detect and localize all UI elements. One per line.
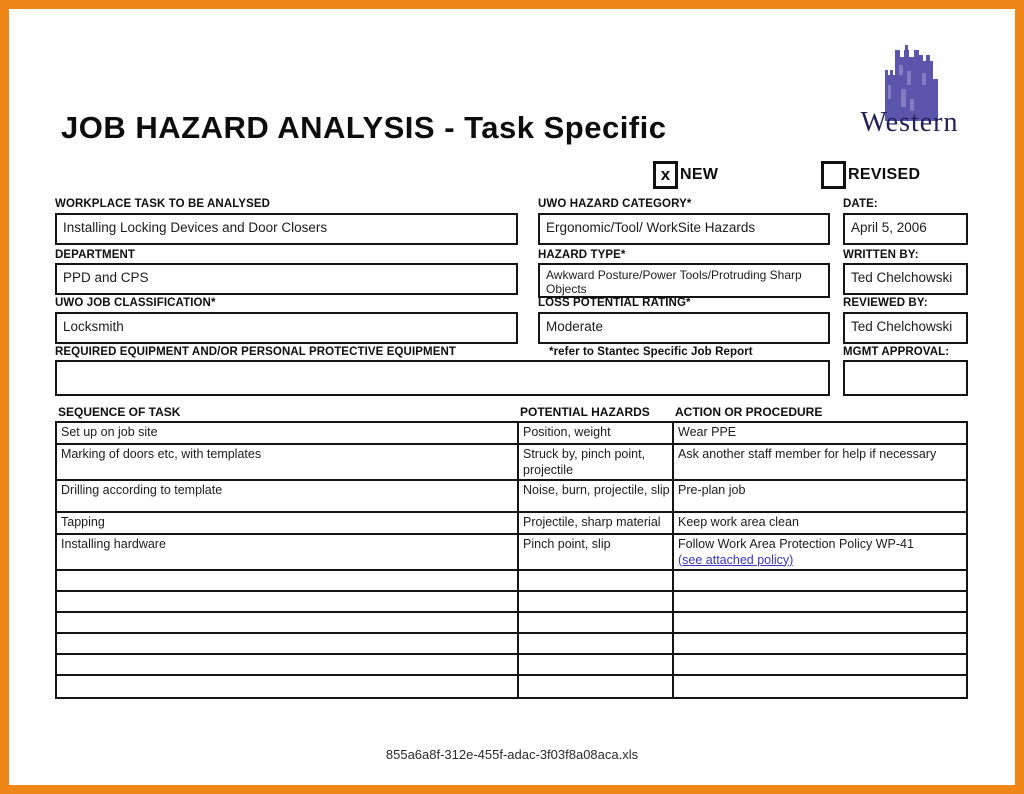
date-value: April 5, 2006: [843, 213, 968, 245]
hazards-cell: Struck by, pinch point, projectile: [519, 445, 674, 479]
hazard-type-value: Awkward Posture/Power Tools/Protruding Sharp Objects: [538, 263, 830, 298]
action-text: Pre-plan job: [678, 483, 746, 497]
task-cell: Marking of doors etc, with templates: [57, 445, 519, 479]
action-cell: [674, 655, 966, 674]
checkbox-group-new: [653, 161, 718, 189]
action-cell: [674, 676, 966, 697]
header-sequence-of-task: SEQUENCE OF TASK: [58, 405, 181, 419]
task-cell: [57, 634, 519, 653]
department-label: DEPARTMENT: [55, 249, 518, 266]
table-row: [57, 571, 966, 592]
hazard-type-label: HAZARD TYPE*: [538, 249, 830, 266]
action-cell: [674, 535, 966, 569]
checkbox-group-revised: [821, 161, 920, 189]
western-logo: [837, 45, 982, 139]
attached-policy-link[interactable]: (see attached policy): [678, 552, 794, 567]
hazards-cell: [519, 613, 674, 632]
uwo-job-classification-label: UWO JOB CLASSIFICATION*: [55, 297, 518, 314]
action-cell: [674, 513, 966, 533]
action-cell: [674, 613, 966, 632]
uwo-job-classification-value: Locksmith: [55, 312, 518, 344]
task-table: [55, 405, 968, 699]
header-potential-hazards: POTENTIAL HAZARDS: [520, 405, 650, 419]
hazards-cell: [519, 634, 674, 653]
task-cell: [57, 613, 519, 632]
written-by-value: Ted Chelchowski: [843, 263, 968, 295]
action-cell: [674, 634, 966, 653]
reviewed-by-label: REVIEWED BY:: [843, 297, 968, 314]
action-text: Keep work area clean: [678, 515, 799, 529]
task-cell: [57, 592, 519, 611]
date-label: DATE:: [843, 198, 968, 215]
mgmt-approval-label: MGMT APPROVAL:: [843, 346, 968, 363]
action-cell: [674, 445, 966, 479]
table-row: [57, 423, 966, 445]
logo-brand-text: Western: [860, 107, 959, 138]
footer-filename: 855a6a8f-312e-455f-adac-3f03f8a08aca.xls: [385, 747, 639, 762]
reviewed-by-value: Ted Chelchowski: [843, 312, 968, 344]
hazards-cell: Position, weight: [519, 423, 674, 443]
table-row: [57, 535, 966, 571]
loss-potential-rating-label: LOSS POTENTIAL RATING*: [538, 297, 830, 314]
new-checkbox-mark: x: [660, 165, 671, 184]
mgmt-approval-value: [843, 360, 968, 396]
workplace-task-value: Installing Locking Devices and Door Closers: [55, 213, 518, 245]
task-table-body: [55, 421, 968, 699]
workplace-task-label: WORKPLACE TASK TO BE ANALYSED: [55, 198, 518, 215]
loss-potential-rating-value: Moderate: [538, 312, 830, 344]
uwo-hazard-category-label: UWO HAZARD CATEGORY*: [538, 198, 830, 215]
action-cell: [674, 592, 966, 611]
hazards-cell: [519, 592, 674, 611]
stantec-note: *refer to Stantec Specific Job Report: [549, 346, 753, 358]
task-cell: Tapping: [57, 513, 519, 533]
header-action-or-procedure: ACTION OR PROCEDURE: [675, 405, 823, 419]
task-cell: [57, 655, 519, 674]
revised-checkbox-label: REVISED: [848, 166, 921, 183]
hazards-cell: [519, 676, 674, 697]
action-cell: [674, 571, 966, 590]
revised-checkbox[interactable]: [821, 161, 846, 189]
action-text: Ask another staff member for help if necessary: [678, 447, 937, 461]
required-equipment-value: [55, 360, 830, 396]
task-cell: Set up on job site: [57, 423, 519, 443]
hazards-cell: Noise, burn, projectile, slip: [519, 481, 674, 511]
table-row: [57, 513, 966, 535]
task-cell: Drilling according to template: [57, 481, 519, 511]
table-row: [57, 676, 966, 697]
table-row: [57, 655, 966, 676]
task-cell: Installing hardware: [57, 535, 519, 569]
table-row: [57, 634, 966, 655]
new-checkbox-label: NEW: [680, 166, 719, 183]
hazards-cell: [519, 655, 674, 674]
action-cell: [674, 423, 966, 443]
uwo-hazard-category-value: Ergonomic/Tool/ WorkSite Hazards: [538, 213, 830, 245]
new-checkbox[interactable]: [653, 161, 678, 189]
task-table-header: [55, 405, 968, 421]
department-value: PPD and CPS: [55, 263, 518, 295]
required-equipment-label: REQUIRED EQUIPMENT AND/OR PERSONAL PROTECTIVE EQUIPMENT: [55, 346, 457, 358]
hazards-cell: [519, 571, 674, 590]
table-row: [57, 445, 966, 481]
action-text: Wear PPE: [678, 425, 737, 439]
page-title: JOB HAZARD ANALYSIS - Task Specific: [61, 110, 667, 145]
written-by-label: WRITTEN BY:: [843, 249, 968, 266]
action-cell: [674, 481, 966, 511]
task-cell: [57, 676, 519, 697]
table-row: [57, 481, 966, 513]
table-row: [57, 592, 966, 613]
table-row: [57, 613, 966, 634]
hazards-cell: Pinch point, slip: [519, 535, 674, 569]
hazards-cell: Projectile, sharp material: [519, 513, 674, 533]
task-cell: [57, 571, 519, 590]
action-text: Follow Work Area Protection Policy WP-41: [678, 537, 914, 551]
